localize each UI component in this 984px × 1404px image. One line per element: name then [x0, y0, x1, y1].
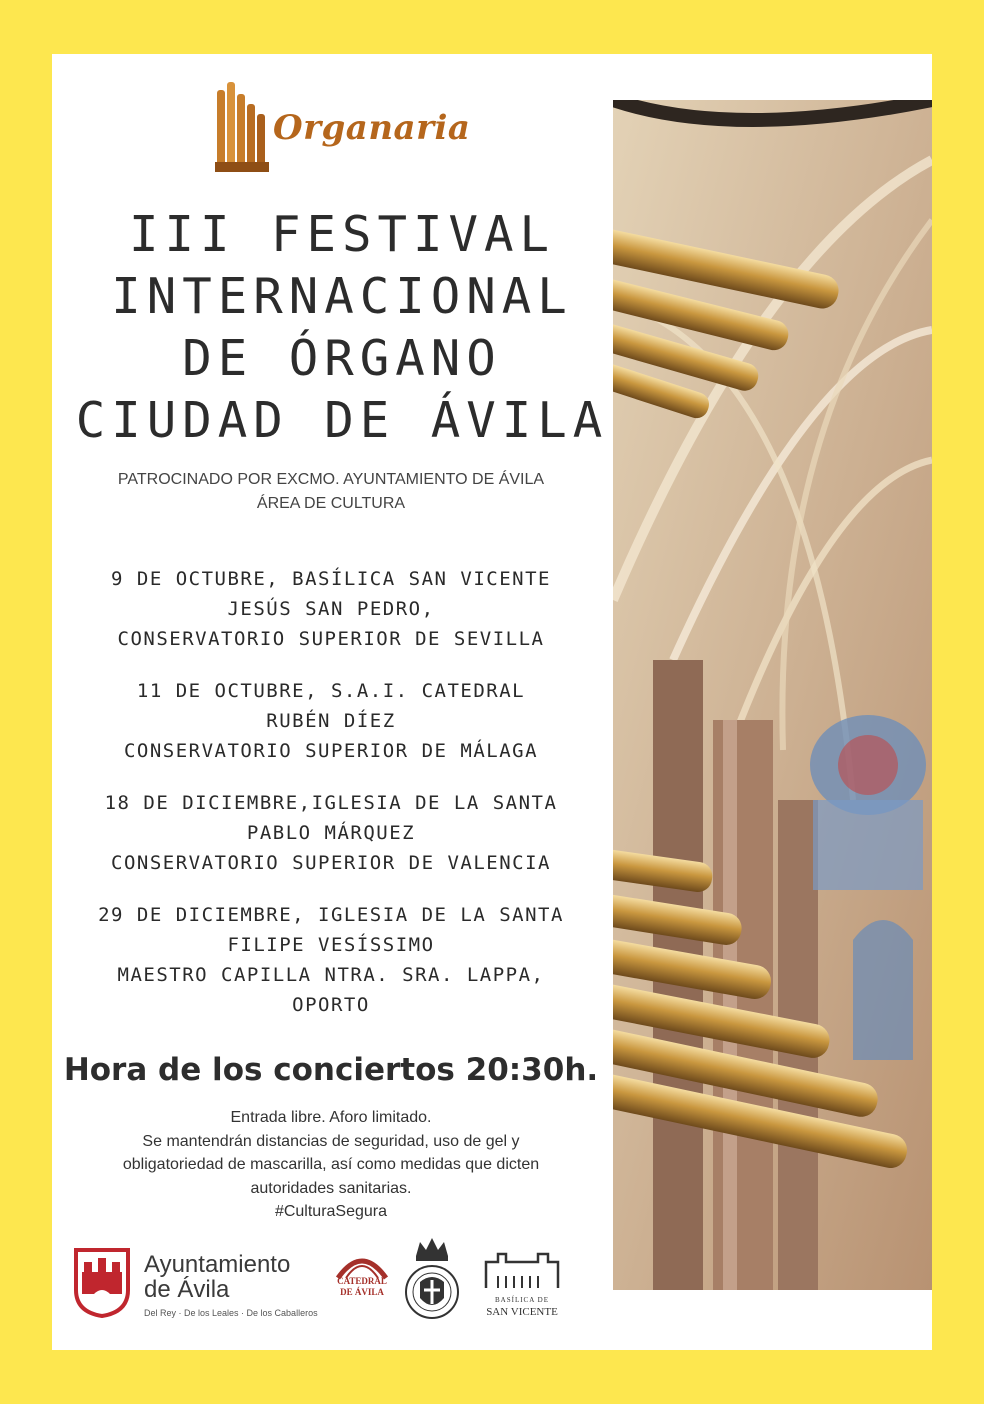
- concert-institution: CONSERVATORIO SUPERIOR DE MÁLAGA: [123, 740, 539, 762]
- concert-item: [52, 564, 610, 654]
- ayuntamiento-logo: [72, 1246, 332, 1326]
- title-line: INTERNACIONAL: [111, 268, 573, 325]
- concert-performer: JESÚS SAN PEDRO,: [227, 598, 435, 620]
- sponsor-line: PATROCINADO POR EXCMO. AYUNTAMIENTO DE ÁVILA: [117, 471, 545, 488]
- hashtag: #CulturaSegura: [274, 1203, 388, 1220]
- concert-performer: FILIPE VESÍSSIMO: [227, 934, 435, 956]
- cathedral-organ-photo: [613, 100, 932, 1290]
- title-line: CIUDAD DE ÁVILA: [75, 392, 609, 449]
- ayuntamiento-motto: Del Rey · De los Leales · De los Caballeros: [144, 1308, 318, 1318]
- concert-institution: CONSERVATORIO SUPERIOR DE SEVILLA: [117, 628, 545, 650]
- concert-item: [52, 900, 610, 1020]
- organ-illustration: [613, 100, 932, 1290]
- ayuntamiento-line: de Ávila: [144, 1276, 230, 1303]
- basilica-icon: [478, 1248, 566, 1292]
- concert-list: [52, 564, 610, 1042]
- catedral-line: CATEDRAL: [337, 1276, 387, 1286]
- poster: [52, 54, 932, 1350]
- concert-performer: RUBÉN DÍEZ: [266, 710, 396, 732]
- catedral-logo: [332, 1250, 392, 1314]
- festival-title: [52, 204, 632, 452]
- organaria-logo-text: Organaria: [273, 108, 471, 148]
- catedral-text: [332, 1276, 392, 1298]
- concert-item: [52, 788, 610, 878]
- concert-institution: CONSERVATORIO SUPERIOR DE VALENCIA: [111, 852, 551, 874]
- san-vicente-line: BASÍLICA DE: [495, 1296, 549, 1304]
- note-line: Se mantendrán distancias de seguridad, uso de gel y: [142, 1132, 520, 1150]
- organaria-logo: [215, 80, 471, 180]
- concert-city: OPORTO: [292, 994, 370, 1016]
- catedral-line: DE ÁVILA: [340, 1287, 384, 1297]
- entry-notes: [52, 1106, 610, 1224]
- note-line: Entrada libre. Aforo limitado.: [230, 1109, 432, 1126]
- ayuntamiento-line: Ayuntamiento: [144, 1251, 291, 1278]
- concert-performer: PABLO MÁRQUEZ: [246, 822, 416, 844]
- organ-pipes-icon: [215, 80, 271, 176]
- crown-seal-icon: [404, 1234, 460, 1324]
- title-line: III FESTIVAL: [128, 206, 555, 263]
- concert-time: Hora de los conciertos 20:30h.: [63, 1052, 599, 1088]
- san-vicente-logo: [478, 1248, 566, 1318]
- title-line: DE ÓRGANO: [182, 330, 502, 387]
- santa-teresa-seal: [404, 1234, 460, 1324]
- san-vicente-line: SAN VICENTE: [486, 1306, 558, 1318]
- sponsor-text: [52, 468, 610, 516]
- sponsor-line: ÁREA DE CULTURA: [256, 495, 406, 512]
- concert-date-venue: 18 DE DICIEMBRE,IGLESIA DE LA SANTA: [104, 792, 558, 814]
- ayuntamiento-name: [144, 1252, 290, 1302]
- san-vicente-text: [478, 1294, 566, 1318]
- note-line: autoridades sanitarias.: [250, 1179, 412, 1197]
- concert-date-venue: 11 DE OCTUBRE, S.A.I. CATEDRAL: [136, 680, 526, 702]
- concert-date-venue: 29 DE DICIEMBRE, IGLESIA DE LA SANTA: [98, 904, 564, 926]
- concert-item: [52, 676, 610, 766]
- note-line: obligatoriedad de mascarilla, así como medidas que dicten: [122, 1156, 540, 1173]
- avila-coat-of-arms-icon: [72, 1246, 132, 1318]
- concert-date-venue: 9 DE OCTUBRE, BASÍLICA SAN VICENTE: [111, 568, 551, 590]
- concert-institution: MAESTRO CAPILLA NTRA. SRA. LAPPA,: [117, 964, 545, 986]
